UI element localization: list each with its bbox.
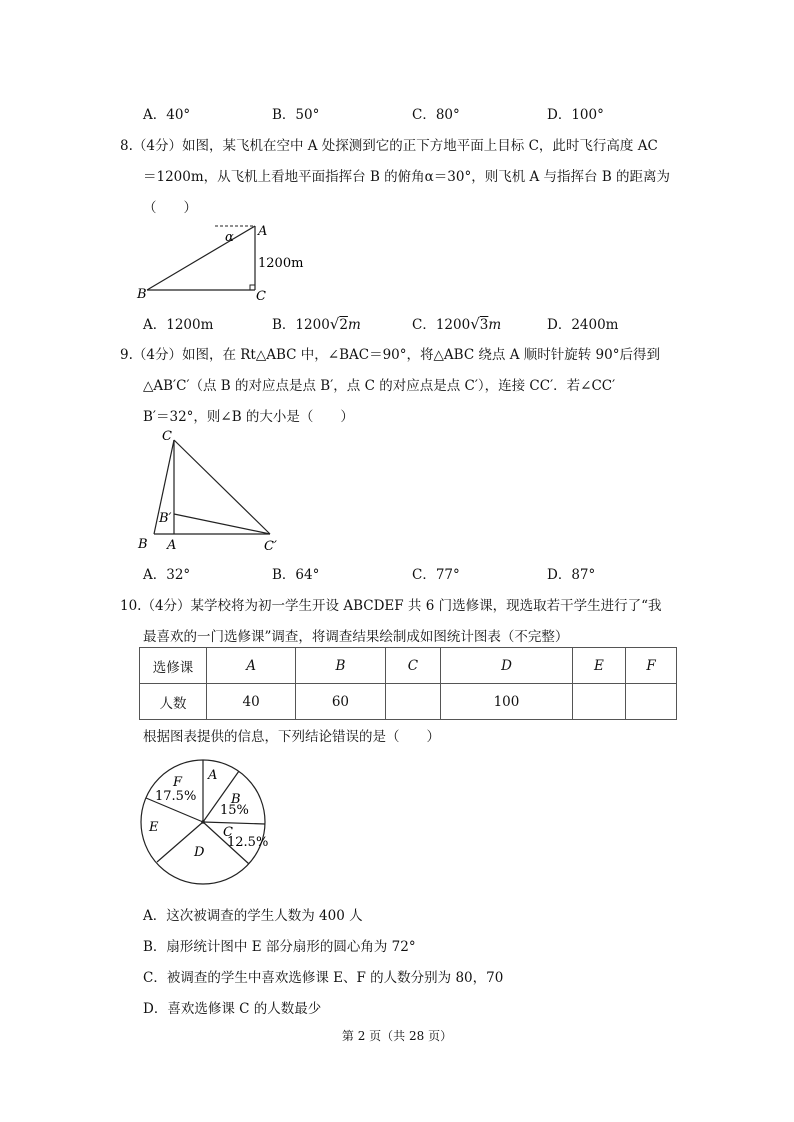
- pie-percent-b: 15%: [220, 803, 249, 818]
- table-cell: 40: [207, 684, 296, 720]
- pie-label-f: F: [173, 775, 183, 790]
- q7-option-a: A．40°: [143, 107, 191, 123]
- table-row: [140, 684, 677, 720]
- pie-label-d: D: [194, 845, 205, 860]
- q8-label-alpha: α: [225, 230, 234, 245]
- q9-segment-bpcp: [174, 514, 270, 534]
- q7-option-b: B．50°: [272, 107, 320, 123]
- q8-label-height: 1200m: [258, 256, 304, 271]
- table-header-cell: B: [296, 648, 385, 684]
- q8-text-line3: （ ）: [143, 200, 197, 216]
- pie-center-dot: [201, 820, 205, 824]
- pie-label-a: A: [208, 768, 218, 783]
- table-cell: 60: [296, 684, 385, 720]
- q8-figure: [135, 220, 315, 302]
- q10-text-line2: 最喜欢的一门选修课”调查，将调查结果绘制成如图统计图表（不完整）: [143, 629, 569, 645]
- table-header-cell: C: [385, 648, 441, 684]
- table-cell: [572, 684, 625, 720]
- pie-label-c: C: [223, 825, 233, 840]
- q8-right-angle-mark: [250, 285, 255, 290]
- q9-option-c: C．77°: [412, 567, 460, 583]
- pie-divider-bc: [203, 822, 265, 824]
- q10-text-line1: 10.（4分）某学校将为初一学生开设 ABCDEF 共 6 门选修课，现选取若干学生进行了“我: [120, 598, 662, 614]
- pie-percent-f: 17.5%: [155, 789, 197, 804]
- table-header-cell: A: [207, 648, 296, 684]
- q10-prompt: 根据图表提供的信息，下列结论错误的是（ ）: [143, 729, 440, 745]
- table-row: [140, 648, 677, 684]
- q8-segment-ab: [147, 226, 255, 290]
- table-row-label: 人数: [140, 684, 207, 720]
- q8-text-line1: 8.（4分）如图，某飞机在空中 A 处探测到它的正下方地平面上目标 C，此时飞行高度 AC: [120, 138, 658, 154]
- q8-option-c: C．1200√3m: [412, 315, 502, 333]
- q10-stat-table: [139, 647, 677, 720]
- q9-option-a: A．32°: [143, 567, 191, 583]
- pie-percent-c: 12.5%: [227, 835, 269, 850]
- q8-label-b: B: [137, 287, 147, 302]
- q9-text-line1: 9.（4分）如图，在 Rt△ABC 中，∠BAC＝90°，将△ABC 绕点 A 顺时针旋转 90°后得到: [120, 347, 660, 363]
- q8-text-line2: ＝1200m，从飞机上看地平面指挥台 B 的俯角α＝30°，则飞机 A 与指挥台 B 的距离为: [143, 169, 671, 185]
- q8-label-a: A: [258, 224, 268, 239]
- q10-option-b: B．扇形统计图中 E 部分扇形的圆心角为 72°: [143, 939, 416, 955]
- table-header-cell: E: [572, 648, 625, 684]
- q9-label-b: B: [138, 537, 148, 552]
- q9-label-c: C: [162, 429, 172, 444]
- pie-label-e: E: [149, 820, 159, 835]
- q8-option-d: D．2400m: [547, 317, 619, 333]
- q9-label-bp: B′: [159, 511, 172, 526]
- q10-pie-chart: [136, 758, 271, 893]
- q8-option-b: B．1200√2m: [272, 315, 361, 333]
- q9-segment-ccp: [174, 440, 270, 534]
- pie-label-b: B: [231, 792, 241, 807]
- table-header-cell: F: [626, 648, 677, 684]
- table-cell: [385, 684, 441, 720]
- q9-option-b: B．64°: [272, 567, 320, 583]
- q9-text-line2: △AB′C′（点 B 的对应点是点 B′，点 C 的对应点是点 C′），连接 CC′．若∠CC′: [143, 378, 616, 394]
- q7-option-d: D．100°: [547, 107, 604, 123]
- q7-option-c: C．80°: [412, 107, 460, 123]
- q10-option-a: A．这次被调查的学生人数为 400 人: [143, 908, 363, 924]
- table-cell: [626, 684, 677, 720]
- q9-label-a: A: [167, 538, 177, 553]
- q9-text-line3: B′＝32°，则∠B 的大小是（ ）: [143, 409, 354, 425]
- q9-figure: [134, 428, 294, 558]
- table-header-label: 选修课: [140, 648, 207, 684]
- q9-label-cp: C′: [264, 539, 277, 554]
- q10-option-c: C．被调查的学生中喜欢选修课 E、F 的人数分别为 80，70: [143, 970, 504, 986]
- q8-label-c: C: [256, 289, 266, 302]
- q9-option-d: D．87°: [547, 567, 596, 583]
- q8-option-a: A．1200m: [143, 317, 214, 333]
- table-cell: 100: [441, 684, 572, 720]
- table-header-cell: D: [441, 648, 572, 684]
- q10-option-d: D．喜欢选修课 C 的人数最少: [143, 1001, 322, 1017]
- page-footer: 第 2 页（共 28 页）: [341, 1029, 453, 1043]
